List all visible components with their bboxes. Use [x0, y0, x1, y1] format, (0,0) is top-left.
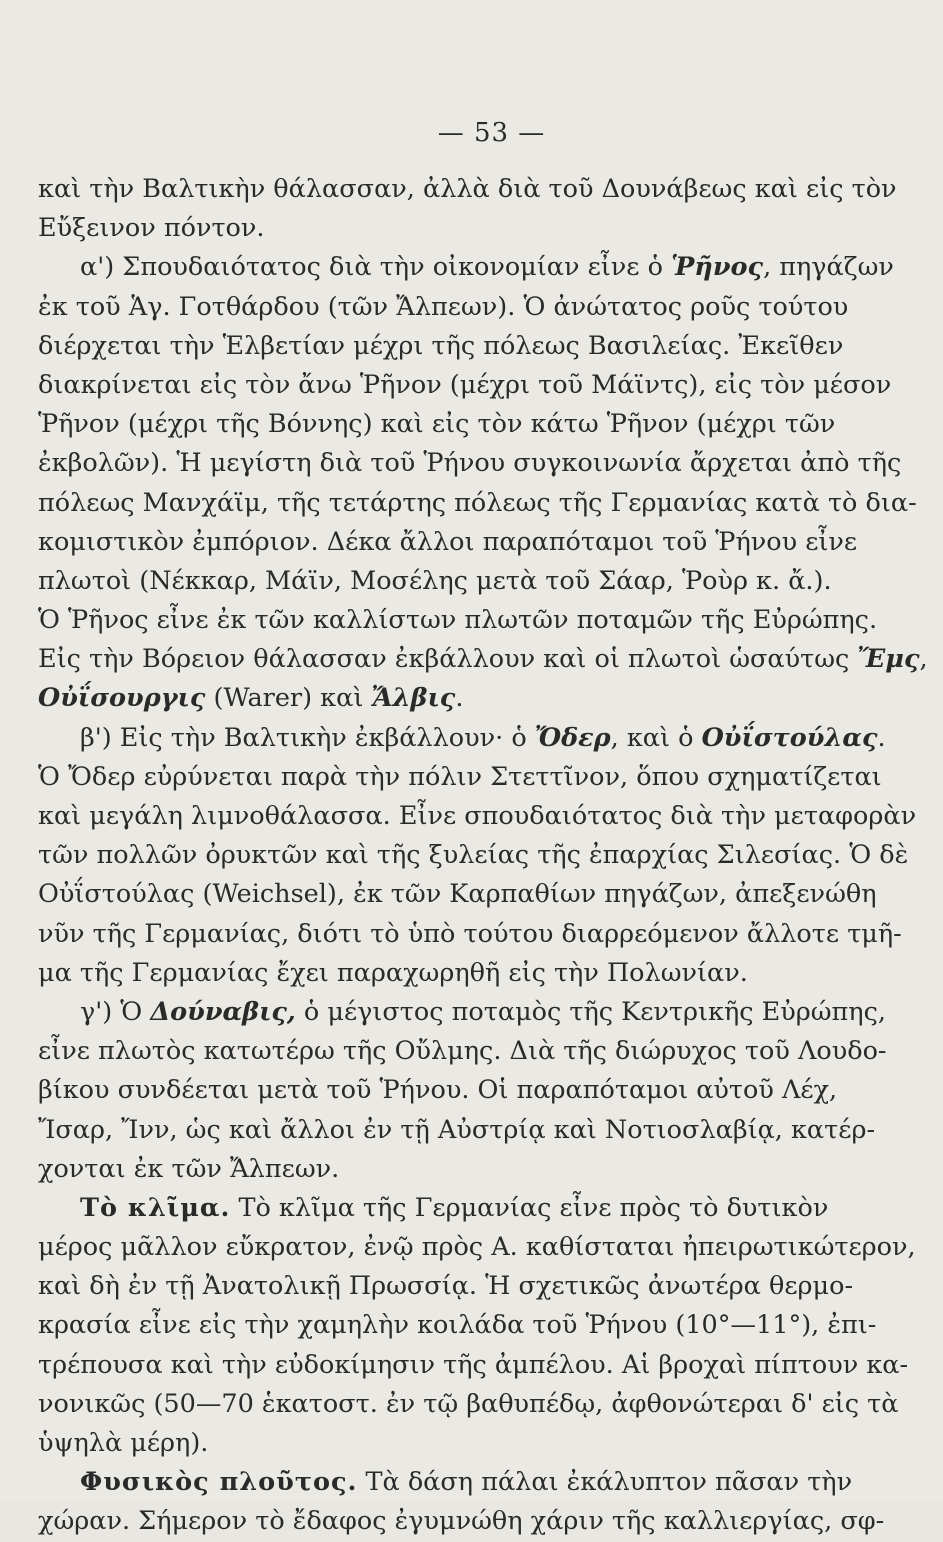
text-line: [38, 954, 818, 993]
text-segment: εἶνε πλωτὸς κατωτέρω τῆς Οὔλμης. Διὰ τῆς διώρυχος τοῦ Λουδο-: [38, 1036, 887, 1067]
text-segment: καὶ τὴν Βαλτικὴν θάλασσαν, ἀλλὰ διὰ τοῦ Δουνάβεως καὶ εἰς τὸν: [38, 174, 897, 204]
text-segment: νονικῶς (50—70 ἑκατοστ. ἐν τῷ βαθυπέδῳ, ἀφθονώτεραι δ' εἰς τὰ: [38, 1388, 899, 1419]
text-line: [38, 1228, 916, 1267]
page-number: — 53 —: [437, 118, 546, 148]
text-line: [38, 640, 928, 679]
text-line: [38, 366, 892, 405]
text-segment: , καὶ ὁ: [610, 722, 702, 753]
text-segment: ἐκ τοῦ Ἁγ. Γοτθάρδου (τῶν Ἄλπεων). Ὁ ἀνώτατος ροῦς τούτου: [38, 291, 849, 322]
text-line: [38, 248, 894, 287]
text-line: [38, 562, 832, 601]
text-segment: πόλεως Μανχάϊμ, τῆς τετάρτης πόλεως τῆς Γερμανίας κατὰ τὸ δια-: [38, 487, 917, 518]
text-line: [38, 679, 818, 718]
text-line: [38, 601, 878, 640]
text-line: [38, 288, 849, 327]
text-segment: κρασία εἶνε εἰς τὴν χαμηλὴν κοιλάδα τοῦ Ῥήνου (10°—11°), ἐπι-: [38, 1310, 877, 1341]
text-line: [38, 484, 917, 523]
text-segment: β') Εἰς τὴν Βαλτικὴν ἐκβάλλουν· ὁ: [80, 722, 535, 753]
text-line: [38, 1385, 899, 1424]
text-line: [38, 444, 902, 483]
text-line: [38, 758, 882, 797]
text-segment: ἐκβολῶν). Ἡ μεγίστη διὰ τοῦ Ῥήνου συγκοινωνία ἄρχεται ἀπὸ τῆς: [38, 448, 902, 479]
text-line: [38, 1424, 818, 1463]
text-line: [38, 1032, 887, 1071]
text-segment: χώραν. Σήμερον τὸ ἔδαφος ἐγυμνώθη χάριν τῆς καλλιεργίας, σφ-: [38, 1506, 885, 1537]
river-name: Δούναβις,: [150, 996, 296, 1027]
section-heading: Φυσικὸς πλοῦτος.: [80, 1467, 358, 1498]
text-line: [38, 523, 858, 562]
text-segment: καὶ μεγάλη λιμνοθάλασσα. Εἶνε σπουδαιότατος διὰ τὴν μεταφορὰν: [38, 801, 917, 831]
text-segment: καὶ δὴ ἐν τῇ Ἀνατολικῇ Πρωσσίᾳ. Ἡ σχετικῶς ἀνωτέρα θερμο-: [38, 1271, 854, 1302]
text-line: [38, 719, 886, 758]
text-segment: Οὐΐστούλας (Weichsel), ἐκ τῶν Καρπαθίων πηγάζων, ἀπεξενώθη: [38, 879, 877, 910]
text-segment: ,: [919, 644, 928, 675]
text-segment: .: [877, 722, 886, 753]
text-segment: Εἰς τὴν Βόρειον θάλασσαν ἐκβάλλουν καὶ οἱ πλωτοὶ ὡσαύτως: [38, 644, 858, 675]
text-segment: διέρχεται τὴν Ἑλβετίαν μέχρι τῆς πόλεως Βασιλείας. Ἐκεῖθεν: [38, 330, 844, 361]
text-line: [38, 1306, 877, 1345]
text-segment: τῶν πολλῶν ὀρυκτῶν καὶ τῆς ξυλείας τῆς ἐπαρχίας Σιλεσίας. Ὁ δὲ: [38, 840, 909, 871]
text-segment: γ') Ὁ: [80, 996, 151, 1027]
text-segment: , πηγάζων: [763, 252, 894, 283]
text-line: [38, 327, 844, 366]
text-segment: Τὸ κλῖμα τῆς Γερμανίας εἶνε πρὸς τὸ δυτικὸν: [230, 1192, 829, 1223]
body-text: [38, 170, 928, 1542]
text-segment: (Warer) καὶ: [205, 683, 372, 714]
river-name: Ὄδερ: [534, 722, 611, 753]
text-line: [38, 1150, 818, 1189]
text-segment: χονται ἐκ τῶν Ἄλπεων.: [38, 1153, 340, 1184]
text-segment: βίκου συνδέεται μετὰ τοῦ Ῥήνου. Οἱ παραπόταμοι αὐτοῦ Λέχ,: [38, 1075, 838, 1106]
text-line: [38, 209, 818, 248]
text-segment: Εὔξεινον πόντον.: [38, 213, 265, 244]
text-line: [38, 875, 877, 914]
text-segment: ὁ μέγιστος ποταμὸς τῆς Κεντρικῆς Εὐρώπης,: [295, 996, 886, 1027]
river-name: Οὐΐσουργις: [38, 683, 206, 714]
text-line: [38, 405, 836, 444]
text-line: [38, 915, 902, 954]
text-segment: νῦν τῆς Γερμανίας, διότι τὸ ὑπὸ τούτου διαρρεόμενον ἄλλοτε τμῆ-: [38, 918, 902, 949]
text-segment: μα τῆς Γερμανίας ἔχει παραχωρηθῆ εἰς τὴν Πολωνίαν.: [38, 957, 748, 988]
text-line: [38, 797, 917, 836]
river-name: Ἔμς: [857, 644, 920, 675]
river-name: Ἄλβις: [371, 683, 456, 714]
text-line: [38, 1111, 876, 1150]
section-heading: Τὸ κλῖμα.: [80, 1192, 231, 1223]
text-segment: .: [455, 683, 464, 714]
text-segment: Τὰ δάση πάλαι ἐκάλυπτον πᾶσαν τὴν: [357, 1467, 853, 1498]
text-segment: Ἴσαρ, Ἴνν, ὡς καὶ ἄλλοι ἐν τῇ Αὐστρίᾳ καὶ Νοτιοσλαβίᾳ, κατέρ-: [38, 1114, 876, 1145]
text-line: [38, 170, 897, 209]
text-segment: διακρίνεται εἰς τὸν ἄνω Ῥῆνον (μέχρι τοῦ Μάϊντς), εἰς τὸν μέσον: [38, 369, 892, 400]
text-line: [38, 1346, 909, 1385]
text-line: [38, 836, 909, 875]
text-line: [38, 1502, 885, 1541]
text-line: [38, 1071, 838, 1110]
text-line: [38, 1463, 853, 1502]
text-segment: ὑψηλὰ μέρη).: [38, 1428, 209, 1458]
text-segment: Ῥῆνον (μέχρι τῆς Βόννης) καὶ εἰς τὸν κάτω Ῥῆνον (μέχρι τῶν: [38, 409, 836, 440]
text-segment: τρέπουσα καὶ τὴν εὐδοκίμησιν τῆς ἀμπέλου. Αἱ βροχαὶ πίπτουν κα-: [38, 1349, 909, 1380]
text-segment: α') Σπουδαιότατος διὰ τὴν οἰκονομίαν εἶνε ὁ: [80, 252, 672, 283]
text-segment: μέρος μᾶλλον εὔκρατον, ἐνῷ πρὸς Α. καθίσταται ἠπειρωτικώτερον,: [38, 1232, 916, 1263]
text-segment: κομιστικὸν ἐμπόριον. Δέκα ἄλλοι παραπόταμοι τοῦ Ῥήνου εἶνε: [38, 526, 858, 557]
text-segment: πλωτοὶ (Νέκκαρ, Μάϊν, Μοσέλης μετὰ τοῦ Σάαρ, Ῥοὺρ κ. ἄ.).: [38, 565, 832, 596]
text-line: [38, 1189, 829, 1228]
text-line: [38, 1267, 854, 1306]
text-segment: Ὁ Ῥῆνος εἶνε ἐκ τῶν καλλίστων πλωτῶν ποταμῶν τῆς Εὐρώπης.: [38, 605, 878, 636]
text-segment: Ὁ Ὄδερ εὐρύνεται παρὰ τὴν πόλιν Στεττῖνον, ὅπου σχηματίζεται: [38, 761, 882, 792]
river-name: Οὐΐστούλας: [701, 722, 878, 753]
text-line: [38, 993, 886, 1032]
river-name: Ῥῆνος: [671, 252, 764, 283]
